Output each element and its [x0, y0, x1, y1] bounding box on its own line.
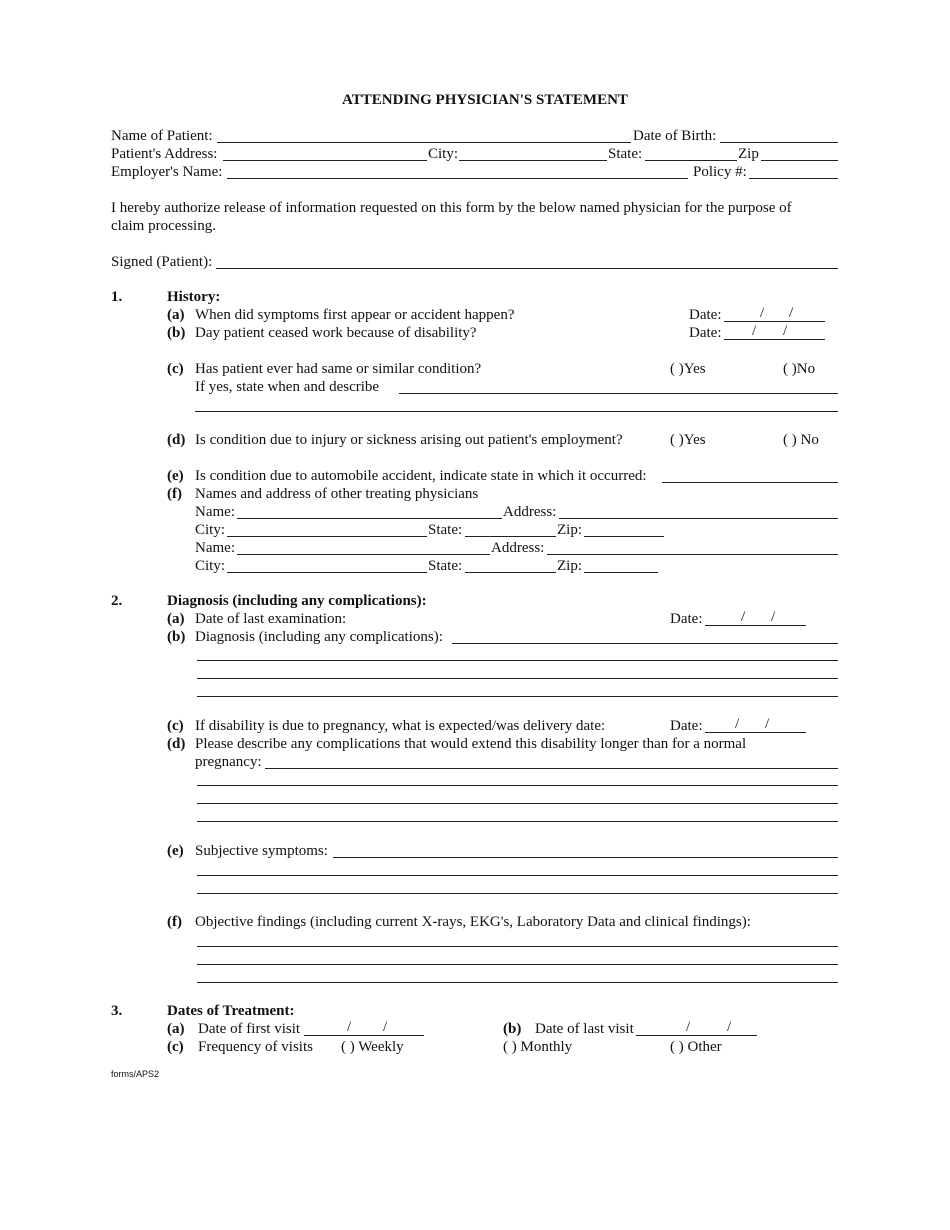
- item-1a-label: (a): [167, 307, 185, 323]
- date-slash: /: [735, 716, 740, 732]
- authorization-text-line2: claim processing.: [111, 218, 216, 234]
- item-3b-label: (b): [503, 1021, 522, 1037]
- physician-1-name-label: Name:: [195, 504, 235, 520]
- signed-patient-label: Signed (Patient):: [111, 254, 213, 270]
- physician-2-address-field[interactable]: [547, 554, 838, 555]
- physician-1-city-field[interactable]: [227, 536, 427, 537]
- policy-field[interactable]: [749, 178, 838, 179]
- date-slash: /: [771, 609, 776, 625]
- item-1f-text: Names and address of other treating physicians: [195, 486, 479, 502]
- physician-2-zip-label: Zip:: [557, 558, 582, 574]
- item-1a-text: When did symptoms first appear or accident happen?: [195, 307, 515, 323]
- item-1c-no-checkbox[interactable]: ( )No: [783, 361, 816, 377]
- item-2b-diagnosis-field[interactable]: [452, 643, 838, 644]
- date-slash: /: [727, 1019, 732, 1035]
- date-slash: /: [760, 305, 765, 321]
- section-2-number: 2.: [111, 593, 123, 609]
- item-1d-text: Is condition due to injury or sickness arising out patient's employment?: [195, 432, 623, 448]
- patients-address-field[interactable]: [223, 160, 427, 161]
- item-2f-findings-field[interactable]: [197, 946, 838, 947]
- item-2c-text: If disability is due to pregnancy, what is expected/was delivery date:: [195, 718, 606, 734]
- item-2f-text: Objective findings (including current X-rays, EKG's, Laboratory Data and clinical findings):: [195, 914, 751, 930]
- physician-1-address-field[interactable]: [559, 518, 838, 519]
- physician-2-state-field[interactable]: [465, 572, 556, 573]
- physician-1-state-field[interactable]: [465, 536, 556, 537]
- physician-2-name-label: Name:: [195, 540, 235, 556]
- date-slash: /: [383, 1019, 388, 1035]
- item-1b-label: (b): [167, 325, 186, 341]
- physician-1-state-label: State:: [428, 522, 463, 538]
- date-of-birth-field[interactable]: [720, 142, 838, 143]
- section-3-heading: Dates of Treatment:: [167, 1003, 295, 1019]
- name-of-patient-field[interactable]: [217, 142, 631, 143]
- date-slash: /: [752, 323, 757, 339]
- physician-1-zip-field[interactable]: [584, 536, 664, 537]
- item-3c-text: Frequency of visits: [198, 1039, 313, 1055]
- other-checkbox[interactable]: ( ) Other: [670, 1039, 722, 1055]
- item-2d-label: (d): [167, 736, 186, 752]
- weekly-checkbox[interactable]: ( ) Weekly: [341, 1039, 404, 1055]
- date-slash: /: [686, 1019, 691, 1035]
- date-slash: /: [741, 609, 746, 625]
- item-2d-text: Please describe any complications that would extend this disability longer than for a normal: [195, 736, 747, 752]
- employers-name-field[interactable]: [227, 178, 688, 179]
- item-3c-label: (c): [167, 1039, 184, 1055]
- date-slash: /: [765, 716, 770, 732]
- date-of-birth-label: Date of Birth:: [633, 128, 717, 144]
- item-2e-symptoms-field-3[interactable]: [197, 893, 838, 894]
- item-2d-complications-field-3[interactable]: [197, 803, 838, 804]
- item-2e-symptoms-field[interactable]: [333, 857, 838, 858]
- item-1e-state-field[interactable]: [662, 482, 838, 483]
- item-2f-findings-field-2[interactable]: [197, 964, 838, 965]
- item-2f-label: (f): [167, 914, 182, 930]
- first-visit-date-field[interactable]: [304, 1035, 424, 1036]
- item-1e-text: Is condition due to automobile accident, indicate state in which it occurred:: [195, 468, 647, 484]
- item-2c-date-label: Date:: [670, 718, 703, 734]
- item-1b-date-label: Date:: [689, 325, 722, 341]
- physician-1-address-label: Address:: [503, 504, 557, 520]
- item-1c-text: Has patient ever had same or similar condition?: [195, 361, 482, 377]
- date-slash: /: [347, 1019, 352, 1035]
- item-2a-date-field[interactable]: [705, 625, 806, 626]
- zip-field[interactable]: [761, 160, 838, 161]
- item-2b-diagnosis-field-4[interactable]: [197, 696, 838, 697]
- item-3b-text: Date of last visit: [535, 1021, 634, 1037]
- item-1a-date-field[interactable]: [724, 321, 825, 322]
- name-of-patient-label: Name of Patient:: [111, 128, 213, 144]
- item-2d-complications-field-4[interactable]: [197, 821, 838, 822]
- section-2-heading: Diagnosis (including any complications):: [167, 593, 427, 609]
- item-1c-yes-checkbox[interactable]: ( )Yes: [670, 361, 706, 377]
- last-visit-date-field[interactable]: [636, 1035, 757, 1036]
- monthly-checkbox[interactable]: ( ) Monthly: [503, 1039, 573, 1055]
- signature-field[interactable]: [216, 268, 838, 269]
- item-1c-label: (c): [167, 361, 184, 377]
- city-label: City:: [428, 146, 459, 162]
- patients-address-label: Patient's Address:: [111, 146, 218, 162]
- state-label: State:: [608, 146, 643, 162]
- item-2b-diagnosis-field-3[interactable]: [197, 678, 838, 679]
- form-title: ATTENDING PHYSICIAN'S STATEMENT: [342, 92, 628, 108]
- item-2b-label: (b): [167, 629, 186, 645]
- item-1d-no-checkbox[interactable]: ( ) No: [783, 432, 819, 448]
- item-1f-label: (f): [167, 486, 182, 502]
- policy-label: Policy #:: [693, 164, 747, 180]
- item-1d-yes-checkbox[interactable]: ( )Yes: [670, 432, 706, 448]
- item-1b-text: Day patient ceased work because of disability?: [195, 325, 477, 341]
- form-code: forms/APS2: [111, 1069, 160, 1079]
- physician-2-address-label: Address:: [491, 540, 545, 556]
- date-slash: /: [783, 323, 788, 339]
- physician-2-zip-field[interactable]: [584, 572, 658, 573]
- item-2b-diagnosis-field-2[interactable]: [197, 660, 838, 661]
- zip-label: Zip: [738, 146, 759, 162]
- item-2b-text: Diagnosis (including any complications):: [195, 629, 443, 645]
- item-1c-describe-field-2[interactable]: [195, 411, 838, 412]
- item-1c-describe-field[interactable]: [399, 393, 838, 394]
- section-1-heading: History:: [167, 289, 221, 305]
- item-2a-date-label: Date:: [670, 611, 703, 627]
- physician-2-city-label: City:: [195, 558, 226, 574]
- item-2d-complications-field[interactable]: [265, 768, 838, 769]
- authorization-text-line1: I hereby authorize release of information requested on this form by the below named physician for the purpose of: [111, 200, 792, 216]
- item-3a-label: (a): [167, 1021, 185, 1037]
- state-field[interactable]: [645, 160, 737, 161]
- city-field[interactable]: [459, 160, 607, 161]
- date-slash: /: [789, 305, 794, 321]
- physician-2-state-label: State:: [428, 558, 463, 574]
- item-2e-symptoms-field-2[interactable]: [197, 875, 838, 876]
- item-2a-text: Date of last examination:: [195, 611, 347, 627]
- item-1b-date-field[interactable]: [724, 339, 825, 340]
- item-2e-text: Subjective symptoms:: [195, 843, 328, 859]
- item-2d-complications-field-2[interactable]: [197, 785, 838, 786]
- item-2c-label: (c): [167, 718, 184, 734]
- item-1a-date-label: Date:: [689, 307, 722, 323]
- item-3a-text: Date of first visit: [198, 1021, 301, 1037]
- item-2e-label: (e): [167, 843, 184, 859]
- section-1-number: 1.: [111, 289, 123, 305]
- physician-2-city-field[interactable]: [227, 572, 427, 573]
- item-2a-label: (a): [167, 611, 185, 627]
- item-2d-subtext: pregnancy:: [195, 754, 262, 770]
- item-2f-findings-field-3[interactable]: [197, 982, 838, 983]
- item-1d-label: (d): [167, 432, 186, 448]
- physician-1-city-label: City:: [195, 522, 226, 538]
- item-1c-subtext: If yes, state when and describe: [195, 379, 380, 395]
- section-3-number: 3.: [111, 1003, 123, 1019]
- physician-1-zip-label: Zip:: [557, 522, 582, 538]
- item-2c-date-field[interactable]: [705, 732, 806, 733]
- item-1e-label: (e): [167, 468, 184, 484]
- physician-2-name-field[interactable]: [237, 554, 490, 555]
- employers-name-label: Employer's Name:: [111, 164, 223, 180]
- physician-1-name-field[interactable]: [237, 518, 502, 519]
